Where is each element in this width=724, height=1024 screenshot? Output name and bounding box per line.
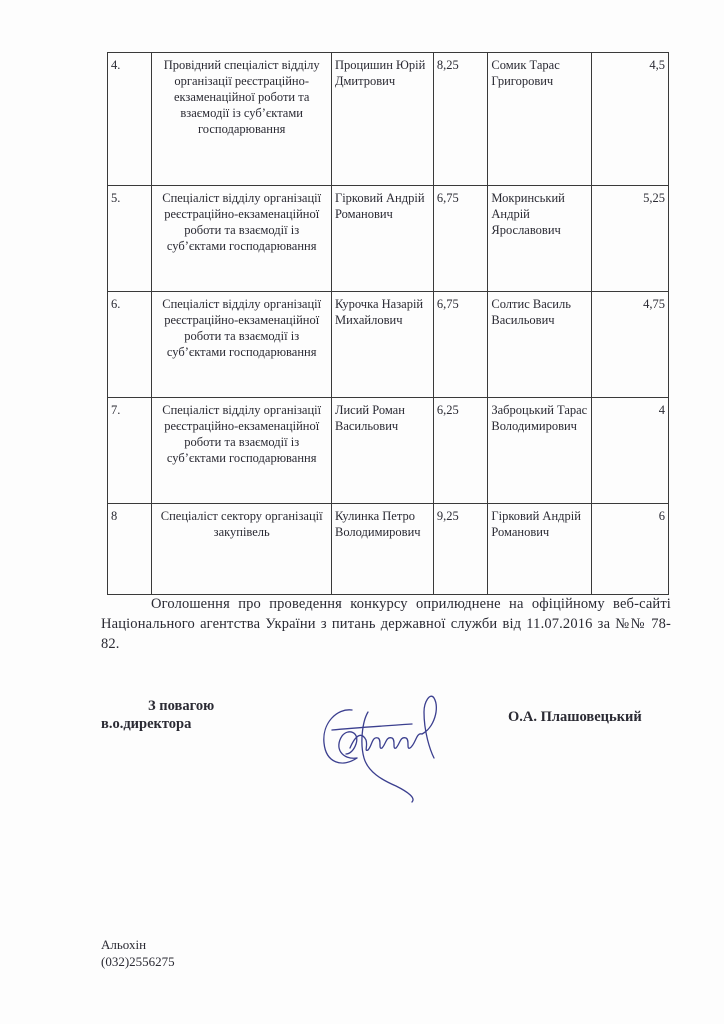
position-title: Спеціаліст сектору організації закупівель	[152, 504, 332, 595]
row-number: 5.	[108, 186, 152, 292]
announcement-paragraph: Оголошення про проведення конкурсу оприлюднене на офіційному веб-сайті Національного агентства України з питань державної служби від 11.07.2016 за №№ 78-82.	[101, 596, 671, 652]
signer-name: О.А. Плашовецький	[508, 709, 642, 725]
winner-name: Курочка Назарій Михайлович	[331, 292, 433, 398]
winner-name: Процишин Юрій Дмитрович	[331, 53, 433, 186]
author-name: Альохін	[101, 937, 147, 952]
reserve-score: 4,75	[592, 292, 669, 398]
table-row	[108, 504, 669, 595]
winner-score: 6,75	[433, 186, 487, 292]
handwritten-signature	[312, 688, 462, 806]
winner-score: 8,25	[433, 53, 487, 186]
signer-title: в.о.директора	[101, 716, 192, 732]
table-row	[108, 292, 669, 398]
winner-name: Кулинка Петро Володимирович	[331, 504, 433, 595]
position-title: Спеціаліст відділу організації реєстраційно-екзаменаційної роботи та взаємодії із суб’єктами господарювання	[152, 292, 332, 398]
winner-score: 6,25	[433, 398, 487, 504]
reserve-name: Сомик Тарас Григорович	[488, 53, 592, 186]
reserve-name: Гірковий Андрій Романович	[488, 504, 592, 595]
row-number: 8	[108, 504, 152, 595]
table-row	[108, 186, 669, 292]
table-row	[108, 53, 669, 186]
row-number: 7.	[108, 398, 152, 504]
author-block	[101, 936, 175, 970]
position-title: Спеціаліст відділу організації реєстраційно-екзаменаційної роботи та взаємодії із суб’єктами господарювання	[152, 398, 332, 504]
position-title: Провідний спеціаліст відділу організації реєстраційно-екзаменаційної роботи та взаємодії із суб’єктами господарювання	[152, 53, 332, 186]
row-number: 4.	[108, 53, 152, 186]
winner-name: Гірковий Андрій Романович	[331, 186, 433, 292]
winner-score: 6,75	[433, 292, 487, 398]
reserve-name: Солтис Василь Васильович	[488, 292, 592, 398]
row-number: 6.	[108, 292, 152, 398]
position-title: Спеціаліст відділу організації реєстраційно-екзаменаційної роботи та взаємодії із суб’єктами господарювання	[152, 186, 332, 292]
reserve-score: 5,25	[592, 186, 669, 292]
author-phone: (032)2556275	[101, 954, 175, 969]
reserve-name: Заброцький Тарас Володимирович	[488, 398, 592, 504]
reserve-score: 4	[592, 398, 669, 504]
winner-name: Лисий Роман Васильович	[331, 398, 433, 504]
reserve-score: 6	[592, 504, 669, 595]
table-row	[108, 398, 669, 504]
winner-score: 9,25	[433, 504, 487, 595]
competition-results-table	[107, 52, 669, 595]
reserve-score: 4,5	[592, 53, 669, 186]
closing-regards: З повагою	[148, 698, 215, 714]
reserve-name: Мокринський Андрій Ярославович	[488, 186, 592, 292]
